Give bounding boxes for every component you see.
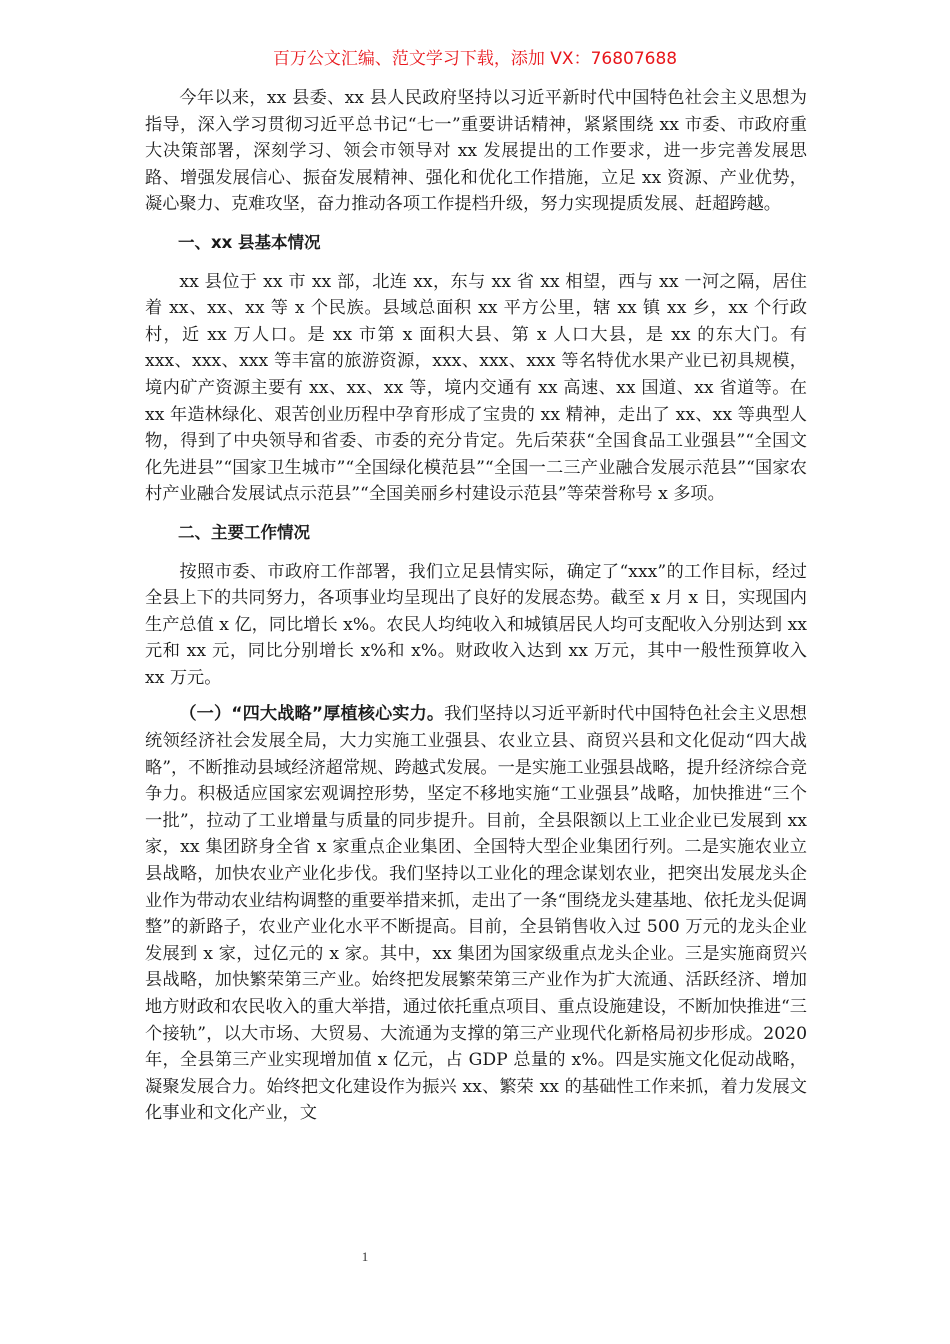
page-number: 1 <box>361 1249 369 1264</box>
watermark-banner: 百万公文汇编、范文学习下载，添加 VX：76807688 <box>272 49 678 69</box>
intro-paragraph: 今年以来，xx 县委、xx 县人民政府坚持以习近平新时代中国特色社会主义思想为指导，深入学习贯彻习近平总书记“七一”重要讲话精神，紧紧围绕 xx 市委、市政府重大决策部署，深刻学习、领会市领导对 xx 发展提出的工作要求，进一步完善发展思路、增强发展信心、振奋发展精神、强化和优化工作措施，立足 xx 资源、产业优势，凝心聚力、克难攻坚，奋力推动各项工作提档升级，努力实现提质发展、赶超跨越。 <box>145 88 807 215</box>
section-heading-basic-info: 一、xx 县基本情况 <box>178 232 321 252</box>
main-work-paragraph: 按照市委、市政府工作部署，我们立足县情实际，确定了“xxx”的工作目标，经过全县上下的共同努力，各项事业均呈现出了良好的发展态势。截至 x 月 x 日，实现国内生产总值 x 亿，同比增长 x%。农民人均纯收入和城镇居民人均可支配收入分别达到 xx 元和 xx 元，同比分别增长 x%和 x%。财政收入达到 xx 万元，其中一般性预算收入 xx 万元。 <box>145 561 807 688</box>
four-strategies-text: 我们坚持以习近平新时代中国特色社会主义思想统领经济社会发展全局，大力实施工业强县、农业立县、商贸兴县和文化促动“四大战略”，不断推动县域经济超常规、跨越式发展。一是实施工业强县战略，提升经济综合竞争力。积极适应国家宏观调控形势，坚定不移地实施“工业强县”战略，加快推进“三个一批”，拉动了工业增量与质量的同步提升。目前，全县限额以上工业企业已发展到 xx 家，xx 集团跻身全省 x 家重点企业集团、全国特大型企业集团行列。二是实施农业立县战略，加快农业产业化步伐。我们坚持以工业化的理念谋划农业，把突出发展龙头企业作为带动农业结构调整的重要举措来抓，走出了一条“围绕龙头建基地、依托龙头促调整”的新路子，农业产业化水平不断提高。目前，全县销售收入过 500 万元的龙头企业发展到 x 家，过亿元的 x 家。其中，xx 集团为国家级重点龙头企业。三是实施商贸兴县战略，加快繁荣第三产业。始终把发展繁荣第三产业作为扩大流通、活跃经济、增加地方财政和农民收入的重大举措，通过依托重点项目、重点设施建设，不断加快推进“三个接轨”，以大市场、大贸易、大流通为支撑的第三产业现代化新格局初步形成。2020 年，全县第三产业实现增加值 x 亿元，占 GDP 总量的 x%。四是实施文化促动战略，凝聚发展合力。始终把文化建设作为振兴 xx、繁荣 xx 的基础性工作来抓，着力发展文化事业和文化产业，文 <box>145 704 807 1124</box>
document-body <box>145 85 807 1127</box>
section-heading-main-work: 二、主要工作情况 <box>178 522 310 542</box>
four-strategies-paragraph <box>145 701 807 1127</box>
four-strategies-lead: （一）“四大战略”厚植核心实力。 <box>179 704 445 725</box>
basic-info-paragraph: xx 县位于 xx 市 xx 部，北连 xx，东与 xx 省 xx 相望，西与 xx 一河之隔，居住着 xx、xx、xx 等 x 个民族。县域总面积 xx 平方公里，辖 xx 镇 xx 乡，xx 个行政村，近 xx 万人口。是 xx 市第 x 面积大县、第 x 人口大县，是 xx 的东大门。有 xxx、xxx、xxx 等丰富的旅游资源，xxx、xxx、xxx 等名特优水果产业已初具规模，境内矿产资源主要有 xx、xx、xx 等，境内交通有 xx 高速、xx 国道、xx 省道等。在 xx 年造林绿化、艰苦创业历程中孕育形成了宝贵的 xx 精神，走出了 xx、xx 等典型人物，得到了中央领导和省委、市委的充分肯定。先后荣获“全国食品工业强县”“全国文化先进县”“国家卫生城市”“全国绿化模范县”“全国一二三产业融合发展示范县”“国家农村产业融合发展试点示范县”“全国美丽乡村建设示范县”等荣誉称号 x 多项。 <box>145 271 807 505</box>
